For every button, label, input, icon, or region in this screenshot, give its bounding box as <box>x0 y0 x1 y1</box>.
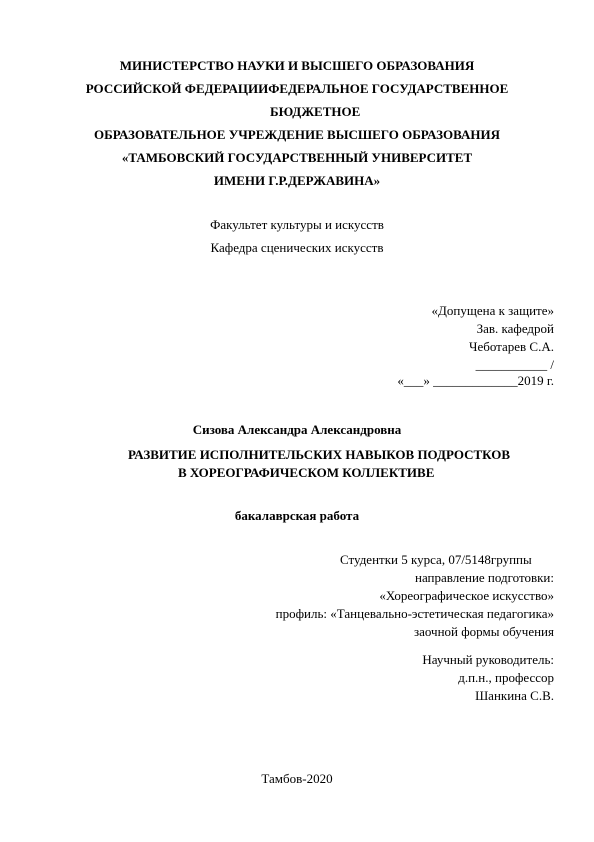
student-info-line-5: заочной формы обучения <box>413 624 554 639</box>
ministry-line-6: ИМЕНИ Г.Р.ДЕРЖАВИНА» <box>213 173 381 188</box>
faculty-name: Факультет культуры и искусств <box>210 217 384 232</box>
thesis-title-line-1: РАЗВИТИЕ ИСПОЛНИТЕЛЬСКИХ НАВЫКОВ ПОДРОСТКОВ <box>128 447 511 462</box>
ministry-line-2: РОССИЙСКОЙ ФЕДЕРАЦИИФЕДЕРАЛЬНОЕ ГОСУДАРСТВЕННОЕ <box>85 81 509 96</box>
approval-line-2: Зав. кафедрой <box>476 321 554 336</box>
supervisor-line-1: Научный руководитель: <box>422 652 554 667</box>
work-type: бакалаврская работа <box>234 508 360 523</box>
student-info-line-2: направление подготовки: <box>414 570 554 585</box>
city-year: Тамбов-2020 <box>261 771 333 786</box>
approval-line-4: ___________ / <box>475 357 554 372</box>
student-info-line-1: Студентки 5 курса, 07/5148группы <box>340 552 532 567</box>
student-info-line-3: «Хореографическое искусство» <box>379 588 554 603</box>
department-name: Кафедра сценических искусств <box>210 240 384 255</box>
approval-line-5: «___» _____________2019 г. <box>397 373 554 388</box>
approval-line-1: «Допущена к защите» <box>431 303 554 318</box>
ministry-line-3: БЮДЖЕТНОЕ <box>270 104 361 119</box>
supervisor-line-3: Шанкина С.В. <box>475 688 554 703</box>
supervisor-line-2: д.п.н., профессор <box>458 670 554 685</box>
ministry-line-1: МИНИСТЕРСТВО НАУКИ И ВЫСШЕГО ОБРАЗОВАНИЯ <box>119 58 475 73</box>
author-name: Сизова Александра Александровна <box>192 422 402 437</box>
student-info-line-4: профиль: «Танцевально-эстетическая педагогика» <box>275 606 554 621</box>
ministry-line-5: «ТАМБОВСКИЙ ГОСУДАРСТВЕННЫЙ УНИВЕРСИТЕТ <box>121 150 473 165</box>
approval-line-3: Чеботарев С.А. <box>469 339 554 354</box>
thesis-title-line-2: В ХОРЕОГРАФИЧЕСКОМ КОЛЛЕКТИВЕ <box>178 465 435 480</box>
ministry-line-4: ОБРАЗОВАТЕЛЬНОЕ УЧРЕЖДЕНИЕ ВЫСШЕГО ОБРАЗОВАНИЯ <box>94 127 500 142</box>
